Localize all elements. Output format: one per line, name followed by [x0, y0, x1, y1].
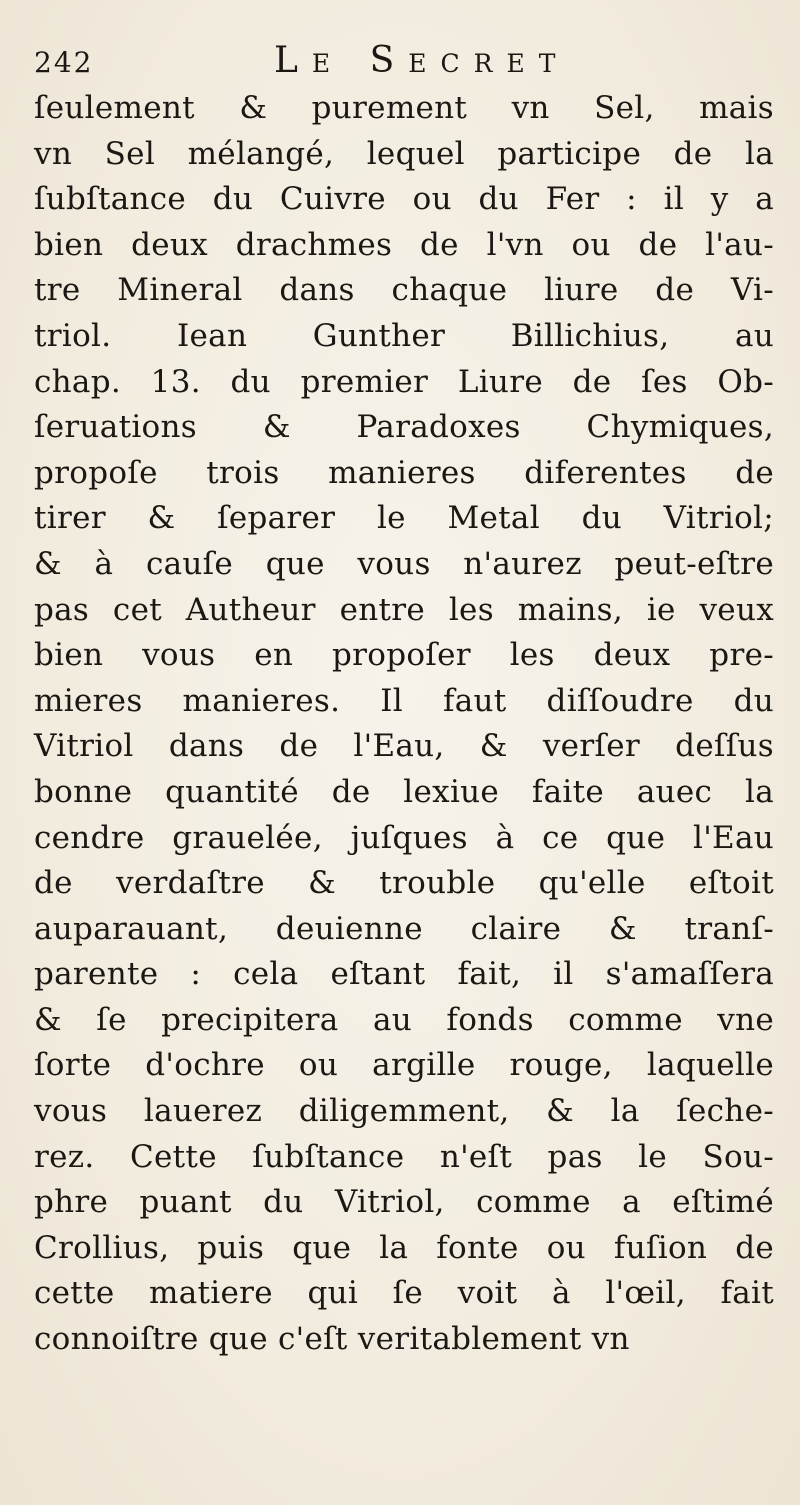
body-text — [34, 86, 774, 1363]
text-line: bonne quantité de lexiue faite auec la — [34, 773, 774, 810]
page-header — [34, 40, 774, 90]
text-line: Vitriol dans de l'Eau, & verſer deſſus — [34, 728, 774, 765]
text-line: cette matiere qui ſe voit à l'œil, fait — [34, 1275, 774, 1312]
text-line: & à cauſe que vous n'aurez peut-eſtre — [34, 545, 774, 582]
text-line: vous lauerez diligemment, & la ſeche- — [34, 1093, 774, 1130]
text-line: de verdaſtre & trouble qu'elle eſtoit — [34, 865, 774, 902]
text-line: ſubſtance du Cuivre ou du Fer : il y a — [34, 181, 774, 218]
text-line: ſeruations & Paradoxes Chymiques, — [34, 409, 774, 446]
text-line: tirer & ſeparer le Metal du Vitriol; — [34, 500, 774, 537]
text-line: auparauant, deuienne claire & tranſ- — [34, 910, 774, 947]
text-line: rez. Cette ſubſtance n'eſt pas le Sou- — [34, 1138, 774, 1175]
text-line: cendre grauelée, juſques à ce que l'Eau — [34, 819, 774, 856]
text-line: propoſe trois manieres diferentes de — [34, 454, 774, 491]
text-line: & ſe precipitera au fonds comme vne — [34, 1001, 774, 1038]
text-line: bien vous en propoſer les deux pre- — [34, 637, 774, 674]
text-line: parente : cela eſtant fait, il s'amaſſera — [34, 956, 774, 993]
text-line: triol. Iean Gunther Billichius, au — [34, 317, 774, 354]
text-line: bien deux drachmes de l'vn ou de l'au- — [34, 226, 774, 263]
text-line: pas cet Autheur entre les mains, ie veux — [34, 591, 774, 628]
text-line: vn Sel mélangé, lequel participe de la — [34, 135, 774, 172]
running-title: Le Secret — [274, 40, 570, 81]
text-line: ſorte d'ochre ou argille rouge, laquelle — [34, 1047, 774, 1084]
text-line: tre Mineral dans chaque liure de Vi- — [34, 272, 774, 309]
text-line: connoiſtre que c'eſt veritablement vn — [34, 1321, 630, 1358]
text-line: phre puant du Vitriol, comme a eſtimé — [34, 1184, 774, 1221]
text-line: chap. 13. du premier Liure de ſes Ob- — [34, 363, 774, 400]
text-line: mieres manieres. Il faut diſſoudre du — [34, 682, 774, 719]
text-line: Crollius, puis que la fonte ou fuſion de — [34, 1229, 774, 1266]
text-line: ſeulement & purement vn Sel, mais — [34, 90, 774, 126]
page-number: 242 — [34, 46, 94, 79]
